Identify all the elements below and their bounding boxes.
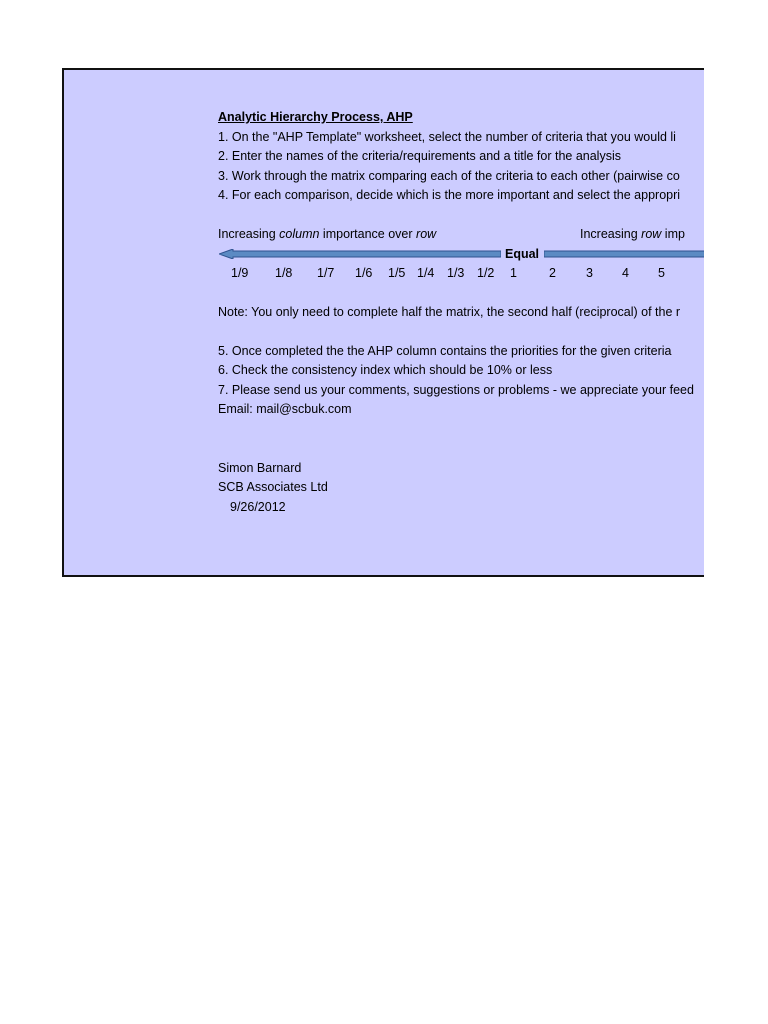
scale-left-em-column: column: [279, 227, 320, 241]
ahp-instructions-sheet: [62, 68, 704, 577]
scale-tick: 1/8: [275, 265, 293, 280]
signature-name: Simon Barnard: [218, 460, 302, 475]
right-arrow-icon: [544, 249, 704, 259]
scale-left-mid: importance over: [319, 227, 417, 241]
scale-tick: 2: [549, 265, 556, 280]
step-2: 2. Enter the names of the criteria/requirements and a title for the analysis: [218, 149, 621, 163]
scale-left-em-row: row: [416, 227, 437, 241]
signature-company: SCB Associates Ltd: [218, 480, 328, 494]
scale-right-em-row: row: [641, 227, 662, 241]
scale-right-suffix: imp: [661, 227, 685, 241]
scale-header: [218, 225, 704, 245]
step-5: 5. Once completed the the AHP column contains the priorities for the given criteria: [218, 343, 672, 358]
scale-tick: 4: [622, 265, 629, 280]
scale-tick: 1/6: [355, 265, 373, 280]
matrix-note: Note: You only need to complete half the matrix, the second half (reciprocal) of the r: [218, 304, 681, 319]
scale-tick: 1/7: [317, 265, 335, 280]
step-4: 4. For each comparison, decide which is the more important and select the appropri: [218, 188, 681, 202]
step-3: 3. Work through the matrix comparing each of the criteria to each other (pairwise co: [218, 168, 680, 183]
scale-left-label: [218, 227, 436, 241]
doc-title: Analytic Hierarchy Process, AHP: [218, 110, 413, 124]
scale-tick: 1/2: [477, 265, 495, 280]
signature-date: 9/26/2012: [230, 499, 286, 514]
scale-tick: 1: [510, 265, 517, 280]
scale-tick: 1/5: [388, 265, 406, 280]
step-1: 1. On the "AHP Template" worksheet, select the number of criteria that you would li: [218, 129, 676, 144]
step-6: 6. Check the consistency index which should be 10% or less: [218, 363, 553, 377]
instructions-text-block: [218, 108, 704, 517]
scale-left-prefix: Increasing: [218, 227, 280, 241]
left-arrow-icon: [219, 249, 501, 259]
email-line: Email: mail@scbuk.com: [218, 402, 352, 416]
scale-right-prefix: Increasing: [580, 227, 642, 241]
scale-tick: 1/9: [231, 265, 249, 280]
scale-right-label: [580, 225, 685, 245]
scale-arrows: [218, 245, 704, 264]
scale-ticks: [218, 264, 704, 284]
scale-tick: 1/4: [417, 265, 435, 280]
scale-tick: 1/3: [447, 265, 465, 280]
scale-tick: 3: [586, 265, 593, 280]
scale-tick: 5: [658, 265, 665, 280]
step-7: 7. Please send us your comments, suggestions or problems - we appreciate your feed: [218, 382, 694, 397]
equal-label: Equal: [505, 246, 540, 261]
